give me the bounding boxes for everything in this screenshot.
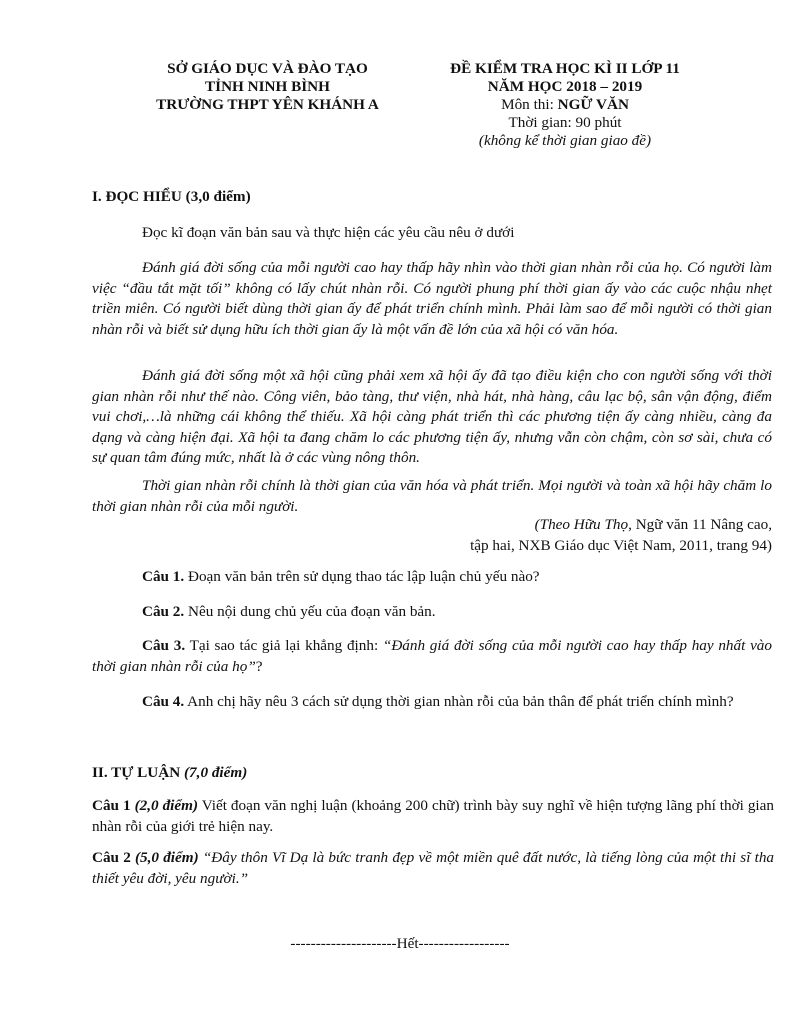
question-1 — [92, 567, 782, 588]
source-author: (Theo Hữu Thọ — [534, 516, 629, 533]
subject-label: Môn thi: — [501, 96, 558, 113]
question-2-text: Nêu nội dung chủ yếu của đoạn văn bản. — [184, 603, 436, 620]
passage-paragraph-3: Thời gian nhàn rỗi chính là thời gian của văn hóa và phát triển. Mọi người và toàn xã hội hãy chăm lo thời gian nhàn rỗi của mỗi người. — [92, 477, 772, 515]
passage-paragraph-2: Đánh giá đời sống một xã hội cũng phải xem xã hội ấy đã tạo điều kiện cho con người sống với thời gian nhàn rỗi như thế nào. Công viên, bảo tàng, thư viện, nhà hát, nhà hàng, câu lạc bộ, sân vận động, điểm vui chơi,…là những cái không thể thiếu. Xã hội càng phát triển thì các phương tiện ấy càng nhiều, càng đa dạng và càng hiện đại. Xã hội ta đang chăm lo các phương tiện ấy, nhưng vẫn còn chậm, còn sơ sài, chưa có sự quan tâm đúng mức, nhất là ở các vùng nông thôn. — [92, 367, 772, 467]
essay-question-1-text: Viết đoạn văn nghị luận (khoảng 200 chữ) trình bày suy nghĩ về hiện tượng lãng phí thời gian nhàn rỗi của giới trẻ hiện nay. — [92, 797, 774, 835]
source-book: , Ngữ văn 11 Nâng cao, — [628, 516, 772, 533]
passage-paragraph-1: Đánh giá đời sống của mỗi người cao hay thấp hãy nhìn vào thời gian nhàn rỗi của họ. Có người làm việc “đầu tắt mặt tối” không có lấy chút nhàn rỗi. Có người phung phí thời gian ấy vào các cuộc nhậu nhẹt triền miên. Có người biết dùng thời gian ấy để phát triển chính mình. Phải làm sao để mỗi người có thời gian nhàn rỗi và biết sử dụng hữu ích thời gian ấy là một vấn đề lớn của xã hội có văn hóa. — [92, 259, 772, 338]
question-3-end: ? — [255, 657, 263, 675]
section2-title-main: II. TỰ LUẬN — [92, 764, 184, 781]
source-publisher: tập hai, NXB Giáo dục Việt Nam, 2011, trang 94) — [470, 536, 772, 554]
question-2 — [92, 602, 782, 623]
essay-question-2 — [92, 848, 774, 889]
section2-title-points: (7,0 điểm) — [184, 764, 248, 781]
school-info — [135, 60, 400, 114]
question-1-label: Câu 1. — [142, 568, 185, 585]
question-3-text: Tại sao tác giả lại khẳng định: — [185, 637, 383, 654]
duration-note: (không kể thời gian giao đề) — [478, 132, 652, 149]
question-3-label: Câu 3. — [142, 637, 186, 654]
passage-source — [92, 515, 772, 556]
exam-header — [0, 60, 800, 160]
question-4-label: Câu 4. — [142, 693, 185, 710]
subject-value: NGỮ VĂN — [557, 96, 629, 113]
school-year: NĂM HỌC 2018 – 2019 — [487, 78, 643, 95]
essay-question-2-quote: “Đây thôn Vĩ Dạ là bức tranh đẹp về một miền quê đất nước, là tiếng lòng của một thi sĩ tha thiết yêu đời, yêu người.” — [92, 849, 775, 887]
question-3-quote: “Đánh giá đời sống của mỗi người cao hay thấp hay nhất vào thời gian nhàn rỗi của họ” — [92, 637, 772, 675]
section2-title — [92, 763, 247, 784]
question-4-text: Anh chị hãy nêu 3 cách sử dụng thời gian nhàn rỗi của bản thân để phát triển chính mình? — [184, 693, 734, 710]
question-1-text: Đoạn văn bản trên sử dụng thao tác lập luận chủ yếu nào? — [184, 568, 540, 585]
exam-info — [415, 60, 715, 150]
question-2-label: Câu 2. — [142, 603, 185, 620]
exam-duration: Thời gian: 90 phút — [508, 114, 622, 131]
essay-question-2-label: Câu 2 — [92, 849, 135, 866]
essay-question-2-points: (5,0 điểm) — [134, 849, 199, 866]
question-3 — [92, 636, 772, 677]
essay-question-1-label: Câu 1 — [92, 797, 135, 814]
question-4 — [92, 692, 782, 713]
end-marker: ---------------------Hết------------------ — [290, 935, 510, 952]
essay-question-1-points: (2,0 điểm) — [134, 797, 199, 814]
exam-title: ĐỀ KIỂM TRA HỌC KÌ II LỚP 11 — [450, 60, 680, 77]
province-name: TỈNH NINH BÌNH — [205, 78, 330, 95]
subject-line — [415, 96, 715, 114]
department-name: SỞ GIÁO DỤC VÀ ĐÀO TẠO — [167, 60, 368, 77]
section1-title: I. ĐỌC HIỂU (3,0 điểm) — [92, 188, 251, 205]
school-name: TRƯỜNG THPT YÊN KHÁNH A — [156, 96, 379, 113]
essay-question-1 — [92, 796, 774, 837]
reading-instruction: Đọc kĩ đoạn văn bản sau và thực hiện các yêu cầu nêu ở dưới — [142, 224, 515, 241]
